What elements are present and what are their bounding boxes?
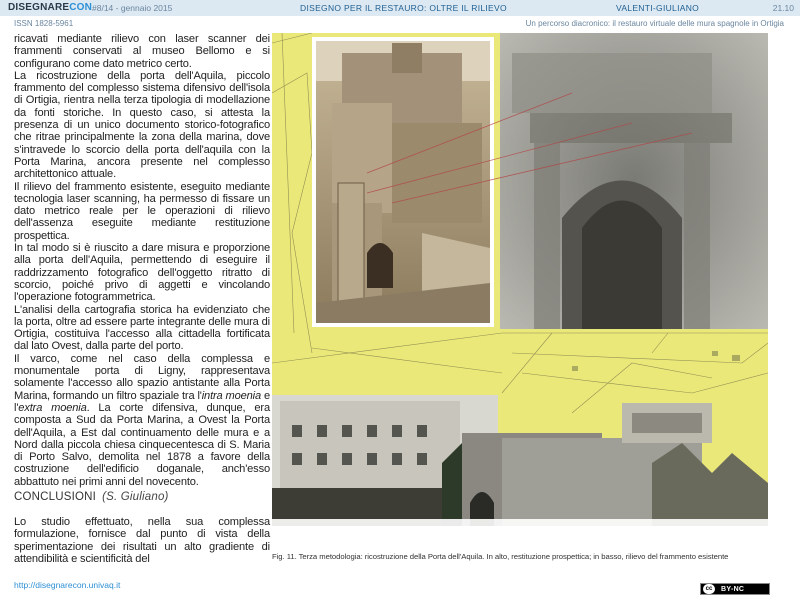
issn-label: ISSN 1828-5961 — [14, 19, 74, 28]
paragraph: In tal modo si è riuscito a dare misura e proporzione alla porta dell'Aquila, permettendo di eseguire il raddrizzamento fotografico dell'oggetto ritratto di scorcio, poiché privo di aggetti e vincolando l'operazione fotogrammetrica. — [14, 242, 270, 304]
paragraph: L'analisi della cartografia storica ha evidenziato che la porta, oltre ad essere parte integrante delle mura di Ortigia, costituiva l'accesso alla cittadella fortificata dal lato Ovest, dalla parte del porto. — [14, 303, 270, 353]
paragraph: La ricostruzione della porta dell'Aquila, piccolo frammento del complesso sistema difensivo dell'isola di Ortigia, rientra nella terza tipologia di modellazione da fonti storiche. In questo caso, si attesta la presenza di un unico documento storico-fotografico che ritrae principalmente la zona della marina, dove s'intravede lo scorcio della porta dell'aquila con la Porta Marina, ancora presente nel complesso architettonico attuale. — [14, 69, 270, 181]
paragraph: Il varco, come nel caso della complessa e monumentale porta di Ligny, rappresentava solamente l'accesso allo spazio antistante alla Porta Marina, formando un filtro spaziale tra l'intra moenia e l'extra moenia. La corte difensiva, dunque, era composta a Sud da Porta Marina, a Ovest la Porta dell'Aquila, a Est dal continuamento delle mura e a Nord dalla piccola chiesa cinquecentesca di S. Maria di Porto Salvo, demolita nel 1878 a favore della costruzione dell'edificio doganale, anch'esso abbattuto nei primi anni del novecento. — [14, 352, 270, 488]
paragraph: Il rilievo del frammento esistente, eseguito mediante tecnologia laser scanning, ha permesso di fissare un dato metrico reale per le operazioni di rilievo dell'assenza eseguite mediante restituzione prospettica. — [14, 180, 270, 242]
paragraph: ricavati mediante rilievo con laser scanner dei frammenti conservati al museo Bellomo e si configurano come dato metrico certo. — [14, 33, 270, 70]
paragraph: Lo studio effettuato, nella sua complessa formulazione, fornisce dal punto di vista della sperimentazione dei risultati un alto gradiente di attendibilità e scientificità del — [14, 516, 270, 565]
authors-label: VALENTI-GIULIANO — [616, 3, 700, 13]
section-title: DISEGNO PER IL RESTAURO: OLTRE IL RILIEVO — [300, 3, 507, 13]
historic-photo — [312, 37, 494, 327]
cc-icon: cc — [703, 584, 715, 594]
figure-caption: Fig. 11. Terza metodologia: ricostruzione della Porta dell'Aquila. In alto, restituzione prospettica; in basso, rilievo del frammento esistente — [272, 552, 729, 561]
journal-link[interactable]: http://disegnarecon.univaq.it — [14, 580, 121, 590]
conclusions-text — [14, 516, 270, 565]
journal-brand: DISEGNARECON — [8, 2, 93, 13]
figure-image — [272, 33, 768, 526]
issue-label: #8/14 - gennaio 2015 — [92, 3, 173, 13]
gate-closeup — [500, 33, 768, 329]
license-badge[interactable] — [700, 583, 770, 595]
conclusions-heading: CONCLUSIONI (S. Giuliano) — [14, 491, 169, 503]
conclusions-author: (S. Giuliano) — [102, 491, 169, 503]
page-header — [0, 0, 800, 16]
body-text-column — [14, 33, 270, 488]
page-number: 21.10 — [772, 3, 794, 13]
article-title: Un percorso diacronico: il restauro virtuale delle mura spagnole in Ortigia — [525, 19, 784, 28]
license-label: BY-NC — [721, 585, 745, 593]
